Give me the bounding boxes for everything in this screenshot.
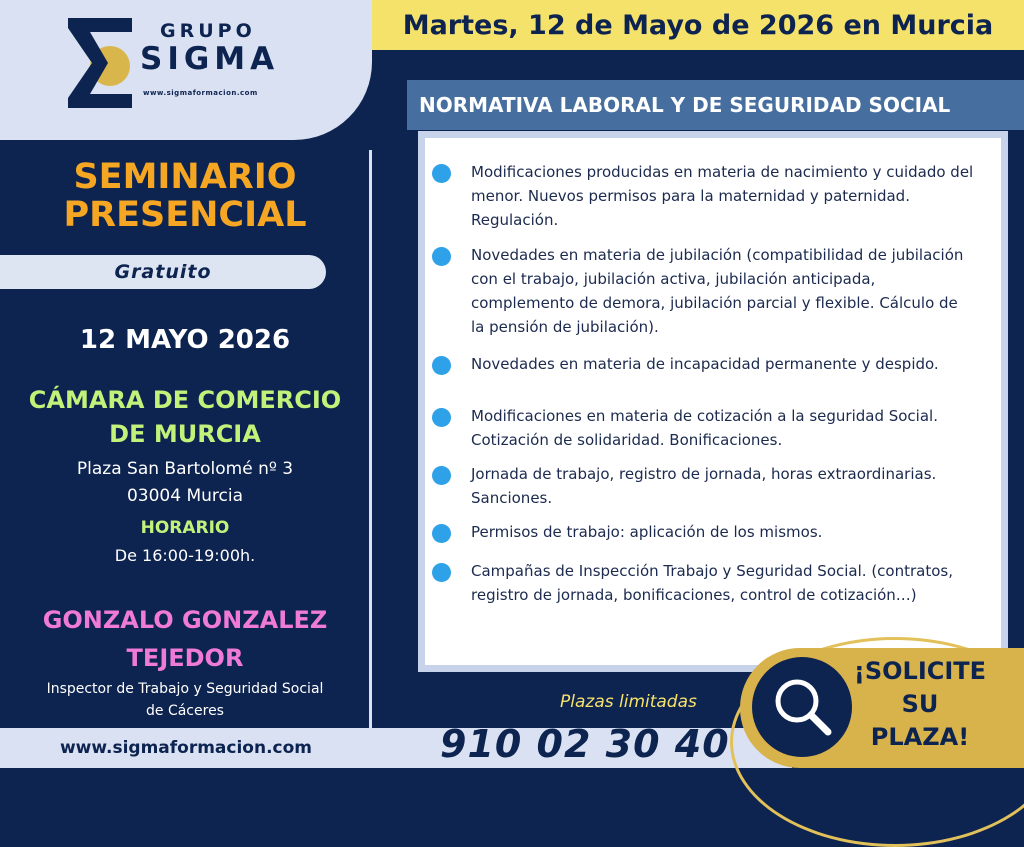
cta-label-line1: ¡SOLICITE xyxy=(853,657,987,685)
venue-line2: DE MURCIA xyxy=(109,420,261,448)
speaker-name-line1: GONZALO GONZALEZ xyxy=(42,606,328,634)
limited-places-note: Plazas limitadas xyxy=(560,692,697,712)
event-date: 12 MAYO 2026 xyxy=(79,325,291,355)
speaker-name-line2: TEJEDOR xyxy=(126,644,244,672)
program-title: NORMATIVA LABORAL Y DE SEGURIDAD SOCIAL xyxy=(407,80,1024,130)
topic-text: Novedades en materia de incapacidad permanente y despido. xyxy=(471,355,939,373)
seminar-type-line2: PRESENCIAL xyxy=(63,195,307,235)
footer-website[interactable]: www.sigmaformacion.com xyxy=(0,728,372,768)
topic-item xyxy=(430,404,975,452)
bullet-icon xyxy=(432,164,451,183)
topic-item xyxy=(430,559,975,607)
speaker-role xyxy=(0,678,370,722)
bullet-icon xyxy=(432,356,451,375)
address-line2: 03004 Murcia xyxy=(126,486,244,506)
topic-text: Permisos de trabajo: aplicación de los mismos. xyxy=(471,523,823,541)
seminar-type xyxy=(20,158,350,234)
topic-item xyxy=(430,352,975,376)
logo-group-text: GRUPO xyxy=(160,20,256,42)
cta-label-line2: SU xyxy=(901,690,939,718)
bullet-icon xyxy=(432,524,451,543)
bullet-icon xyxy=(432,466,451,485)
price-badge: Gratuito xyxy=(0,255,326,289)
topic-text: Campañas de Inspección Trabajo y Seguridad Social. (contratos, registro de jornada, bonificaciones, control de cotización…) xyxy=(471,562,953,604)
bullet-icon xyxy=(432,408,451,427)
venue-address xyxy=(0,456,370,510)
address-line1: Plaza San Bartolomé nº 3 xyxy=(76,459,294,479)
venue-name xyxy=(0,383,370,451)
search-icon xyxy=(752,657,852,757)
topic-text: Jornada de trabajo, registro de jornada, horas extraordinarias. Sanciones. xyxy=(471,465,937,507)
cta-icon-circle[interactable] xyxy=(752,657,852,757)
speaker-role-line2: de Cáceres xyxy=(146,703,224,719)
schedule-value: De 16:00-19:00h. xyxy=(114,546,256,565)
logo-name-text: SIGMA xyxy=(140,41,280,77)
speaker-name xyxy=(0,601,370,677)
topic-text: Modificaciones en materia de cotización a la seguridad Social. Cotización de solidaridad. Bonificaciones. xyxy=(471,407,938,449)
date-banner: Martes, 12 de Mayo de 2026 en Murcia xyxy=(372,0,1024,50)
cta-label-line3: PLAZA! xyxy=(870,723,970,751)
bullet-icon xyxy=(432,247,451,266)
seminar-type-line1: SEMINARIO xyxy=(73,157,297,197)
bullet-icon xyxy=(432,563,451,582)
schedule-label: HORARIO xyxy=(140,518,230,538)
sigma-logo-icon xyxy=(62,16,138,110)
topic-text: Novedades en materia de jubilación (compatibilidad de jubilación con el trabajo, jubilación activa, jubilación anticipada, complemento de demora, jubilación parcial y flexible. Cálculo de la pensión de jubilación). xyxy=(471,246,964,336)
topic-text: Modificaciones producidas en materia de nacimiento y cuidado del menor. Nuevos permisos para la maternidad y paternidad. Regulación. xyxy=(471,163,974,229)
topic-item xyxy=(430,160,975,232)
topic-item xyxy=(430,243,975,339)
logo-website[interactable]: www.sigmaformacion.com xyxy=(143,89,258,97)
speaker-role-line1: Inspector de Trabajo y Seguridad Social xyxy=(46,681,324,697)
cta-label[interactable] xyxy=(850,655,990,754)
venue-line1: CÁMARA DE COMERCIO xyxy=(28,386,342,414)
topic-item xyxy=(430,462,975,510)
phone-number[interactable]: 910 02 30 40 xyxy=(440,722,730,766)
topic-item xyxy=(430,520,975,544)
